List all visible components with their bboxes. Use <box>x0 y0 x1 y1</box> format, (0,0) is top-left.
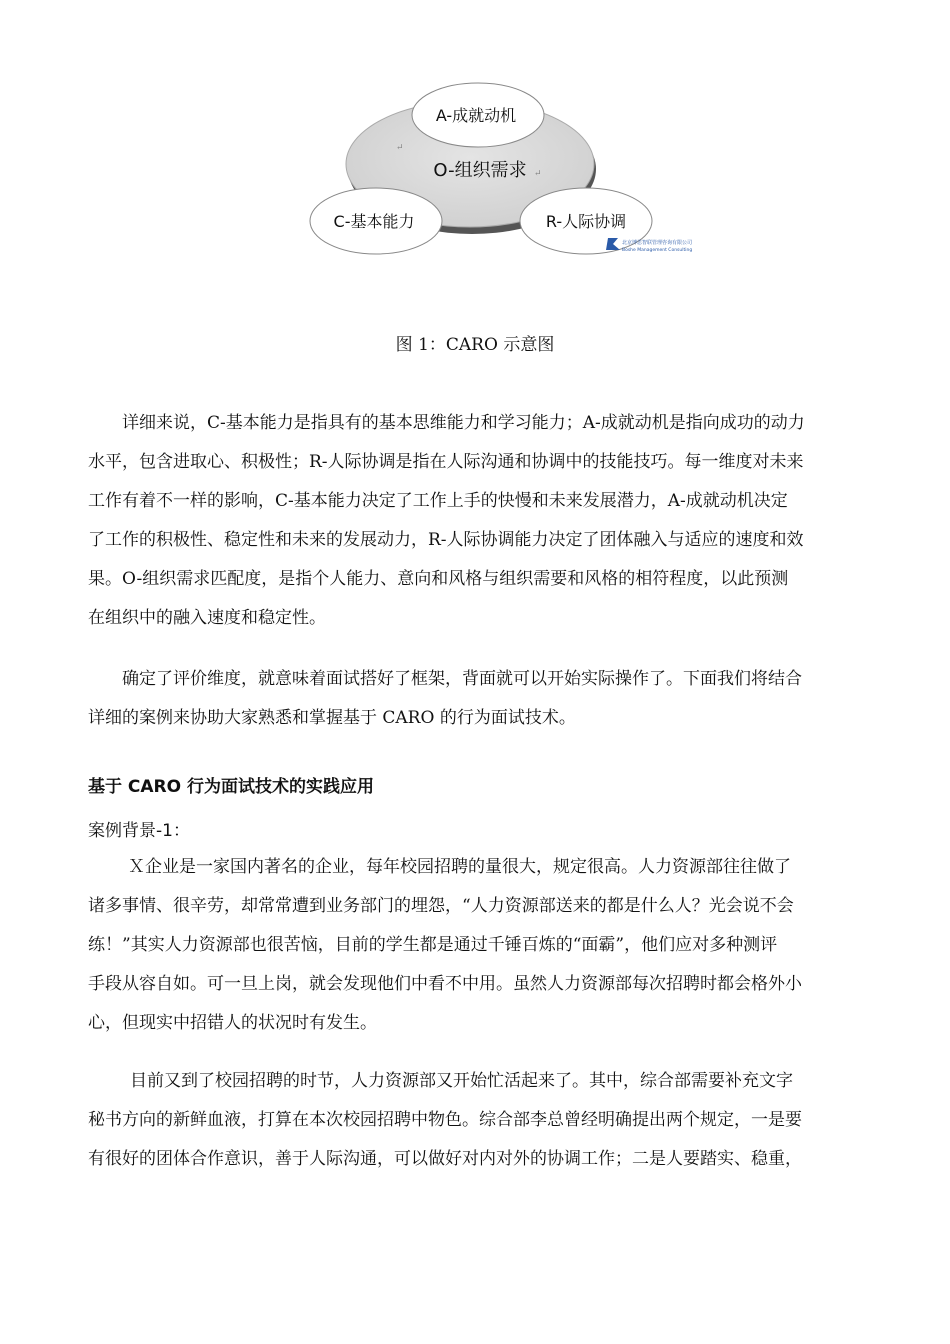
logo-line2: Boshe Management Consulting <box>622 248 693 253</box>
paragraph-caro-details <box>88 404 890 638</box>
text-line: 诸多事情、很辛劳，却常常遭到业务部门的埋怨，“人力资源部送来的都是什么人？光会说不会 <box>88 896 794 916</box>
section-heading: 基于 CARO 行为面试技术的实践应用 <box>88 777 375 797</box>
paragraph-framework <box>88 660 890 738</box>
paragraph-recruitment <box>88 1062 890 1179</box>
text-line: 有很好的团体合作意识，善于人际沟通，可以做好对内对外的协调工作；二是人要踏实、稳重， <box>88 1149 802 1169</box>
text-line: 心，但现实中招错人的状况时有发生。 <box>88 1013 377 1033</box>
center-arrow-mark: ↵ <box>534 169 542 179</box>
case-subheading: 案例背景-1： <box>88 821 190 841</box>
text-line: 秘书方向的新鲜血液，打算在本次校园招聘中物色。综合部李总曾经明确提出两个规定，一是要 <box>88 1110 802 1130</box>
text-line: 果。O-组织需求匹配度，是指个人能力、意向和风格与组织需要和风格的相符程度，以此预测 <box>88 569 789 589</box>
right-label: R-人际协调 <box>545 212 627 231</box>
text-line: 目前又到了校园招聘的时节，人力资源部又开始忙活起来了。其中，综合部需要补充文字 <box>130 1071 793 1091</box>
text-line: 确定了评价维度，就意味着面试搭好了框架，背面就可以开始实际操作了。下面我们将结合 <box>122 669 802 689</box>
text-line: 详细来说，C-基本能力是指具有的基本思维能力和学习能力；A-成就动机是指向成功的动力 <box>122 413 805 433</box>
left-label: C-基本能力 <box>333 212 415 231</box>
text-line: 手段从容自如。可一旦上岗，就会发现他们中看不中用。虽然人力资源部每次招聘时都会格外小 <box>88 974 802 994</box>
text-line: 水平，包含进取心、积极性；R-人际协调是指在人际沟通和协调中的技能技巧。每一维度对未来 <box>88 452 804 472</box>
caro-diagram <box>300 78 693 258</box>
text-line: 工作有着不一样的影响，C-基本能力决定了工作上手的快慢和未来发展潜力，A-成就动机决定 <box>88 491 788 511</box>
logo-line1: 北京博思智联管理咨询有限公司 <box>622 240 693 246</box>
paragraph-case-background <box>88 848 890 1043</box>
figure-caption: 图 1：CARO 示意图 <box>395 335 555 355</box>
text-line: 练！”其实人力资源部也很苦恼，目前的学生都是通过千锤百炼的“面霸”，他们应对多种测评 <box>88 935 778 955</box>
text-line: 详细的案例来协助大家熟悉和掌握基于 CARO 的行为面试技术。 <box>88 708 576 728</box>
text-line: 了工作的积极性、稳定性和未来的发展动力，R-人际协调能力决定了团体融入与适应的速度和效 <box>88 530 804 550</box>
center-label: O-组织需求 <box>433 160 527 181</box>
caro-diagram-svg <box>300 78 693 258</box>
top-label: A-成就动机 <box>435 106 517 125</box>
text-line: Ｘ企业是一家国内著名的企业，每年校园招聘的量很大，规定很高。人力资源部往往做了 <box>128 857 791 877</box>
left-arrow-mark: ↵ <box>396 143 404 153</box>
text-line: 在组织中的融入速度和稳定性。 <box>88 608 326 628</box>
